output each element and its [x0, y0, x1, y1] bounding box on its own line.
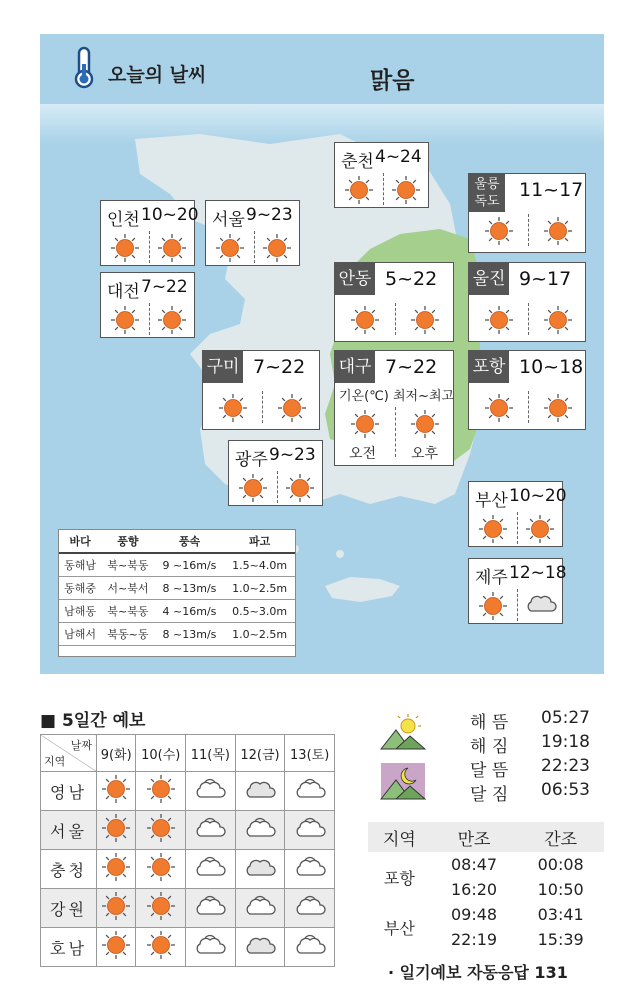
city-name: 광주 — [235, 450, 268, 470]
partly-cloudy-icon — [194, 933, 226, 957]
forecast-cell — [186, 928, 236, 967]
city-card-incheon — [100, 200, 199, 266]
pm-weather — [543, 393, 573, 423]
sun-icon — [146, 891, 176, 921]
pm-weather — [543, 216, 573, 246]
five-day-forecast-table — [40, 734, 335, 967]
am-weather — [218, 393, 248, 423]
forecast-row — [41, 772, 335, 811]
forecast-cell — [235, 772, 285, 811]
tide-row — [368, 852, 604, 877]
city-name: 울진 — [469, 263, 509, 295]
sun-icon — [391, 175, 421, 205]
am-weather — [110, 233, 140, 263]
pm-weather — [262, 233, 292, 263]
sun-icon — [101, 891, 131, 921]
forecast-cell — [285, 850, 335, 889]
sea-row — [59, 600, 295, 623]
city-temp-range: 12~18 — [509, 563, 567, 583]
sun-moon-label: 달 뜸 — [470, 761, 509, 781]
city-card-chuncheon — [334, 142, 429, 208]
city-name: 춘천 — [341, 152, 374, 172]
forecast-cell — [97, 772, 136, 811]
am-weather — [110, 305, 140, 335]
city-temp-range: 9~23 — [246, 205, 293, 225]
pm-weather — [525, 591, 555, 621]
sea-cell: 1.5~4.0m — [224, 553, 295, 577]
city-name: 포항 — [469, 351, 509, 383]
forecast-day-header: 9(화) — [97, 735, 136, 772]
pm-weather — [543, 305, 573, 335]
am-weather — [238, 473, 268, 503]
today-condition: 맑음 — [370, 68, 415, 94]
tide-region: 포항 — [383, 868, 415, 888]
city-temp-range: 4~24 — [375, 147, 422, 167]
forecast-cell — [97, 850, 136, 889]
sea-cell: 동해중 — [59, 577, 101, 600]
tide-low: 15:39 — [537, 930, 584, 949]
sea-header: 풍속 — [155, 530, 224, 553]
pm-weather — [277, 393, 307, 423]
am-weather — [350, 409, 380, 439]
forecast-cell — [186, 811, 236, 850]
city-card-pohang — [468, 350, 586, 430]
phone-service-note: · 일기예보 자동응답 131 — [388, 963, 568, 982]
forecast-day-header: 12(금) — [235, 735, 285, 772]
sun-moon-time: 19:18 — [541, 732, 590, 752]
forecast-region: 호남 — [41, 928, 97, 967]
cloud-icon — [244, 855, 276, 879]
sea-row — [59, 623, 295, 646]
sea-cell: 동해남 — [59, 553, 101, 577]
forecast-cell — [285, 928, 335, 967]
sun-icon — [525, 514, 555, 544]
card-divider — [149, 231, 150, 263]
city-card-busan — [468, 481, 567, 547]
sun-moon-time: 06:53 — [541, 780, 590, 800]
forecast-cell — [285, 889, 335, 928]
tide-header: 지역 — [368, 822, 431, 852]
card-divider — [395, 303, 396, 335]
cloud-icon — [525, 591, 557, 615]
card-divider — [277, 471, 278, 503]
city-temp-range: 10~20 — [141, 205, 199, 225]
sea-row — [59, 577, 295, 600]
cloud-icon — [244, 777, 276, 801]
sea-cell: 북~북동 — [101, 600, 155, 623]
sea-cell: 남해동 — [59, 600, 101, 623]
sea-cell: 1.0~2.5m — [224, 577, 295, 600]
partly-cloudy-icon — [294, 777, 326, 801]
sun-icon — [410, 305, 440, 335]
forecast-region: 영남 — [41, 772, 97, 811]
sun-icon — [350, 305, 380, 335]
forecast-row — [41, 850, 335, 889]
pm-weather — [391, 175, 421, 205]
partly-cloudy-icon — [294, 894, 326, 918]
am-weather — [344, 175, 374, 205]
sea-cell: 8 ~13m/s — [155, 577, 224, 600]
forecast-cell — [285, 811, 335, 850]
partly-cloudy-icon — [294, 855, 326, 879]
card-divider — [254, 231, 255, 263]
partly-cloudy-icon — [194, 855, 226, 879]
forecast-cell — [186, 772, 236, 811]
pm-weather — [157, 233, 187, 263]
sun-icon — [101, 813, 131, 843]
moonrise-icon — [380, 762, 426, 800]
sun-icon — [157, 305, 187, 335]
city-card-ulleung — [468, 173, 586, 253]
am-weather — [484, 305, 514, 335]
legend-am: 오전 — [349, 446, 377, 462]
city-card-jeju — [468, 558, 567, 624]
tide-header: 만조 — [431, 822, 518, 852]
card-divider — [262, 391, 263, 423]
sea-conditions-table — [58, 529, 296, 657]
city-card-uljin — [468, 262, 586, 342]
city-temp-range: 10~18 — [519, 356, 584, 378]
am-weather — [484, 216, 514, 246]
city-name: 울릉 독도 — [469, 174, 505, 212]
sea-cell: 9 ~16m/s — [155, 553, 224, 577]
sun-icon — [484, 305, 514, 335]
city-temp-range: 7~22 — [253, 356, 306, 378]
sun-icon — [262, 233, 292, 263]
tide-table — [368, 822, 604, 952]
sun-icon — [484, 216, 514, 246]
sun-icon — [344, 175, 374, 205]
am-weather — [478, 591, 508, 621]
thermometer-icon — [70, 46, 98, 90]
forecast-corner — [41, 735, 97, 772]
sea-cell: 0.5~3.0m — [224, 600, 295, 623]
sun-icon — [146, 813, 176, 843]
city-card-daegu — [334, 350, 454, 466]
card-divider — [517, 589, 518, 621]
city-name: 대구 — [335, 351, 375, 383]
forecast-day-header: 13(토) — [285, 735, 335, 772]
cloud-icon — [244, 933, 276, 957]
sun-moon-time: 05:27 — [541, 708, 590, 728]
sun-icon — [484, 393, 514, 423]
sun-moon-label: 달 짐 — [470, 785, 509, 805]
city-temp-range: 10~20 — [509, 486, 567, 506]
forecast-cell — [285, 772, 335, 811]
forecast-row — [41, 811, 335, 850]
partly-cloudy-icon — [194, 777, 226, 801]
sun-icon — [543, 216, 573, 246]
forecast-cell — [97, 928, 136, 967]
sun-icon — [101, 852, 131, 882]
jeju-island — [325, 577, 400, 602]
map-title: 오늘의 날씨 — [108, 64, 207, 86]
pm-weather — [285, 473, 315, 503]
sea-cell: 1.0~2.5m — [224, 623, 295, 646]
sea-cell: 8 ~13m/s — [155, 623, 224, 646]
sun-icon — [146, 774, 176, 804]
tide-high: 08:47 — [451, 855, 498, 874]
tide-low: 10:50 — [537, 880, 584, 899]
tide-high: 09:48 — [451, 905, 498, 924]
sun-icon — [110, 305, 140, 335]
sun-icon — [478, 514, 508, 544]
corner-region-label: 지역 — [44, 755, 66, 768]
sun-icon — [101, 930, 131, 960]
sun-moon-label: 해 뜸 — [470, 713, 509, 733]
pm-weather — [410, 305, 440, 335]
card-divider — [528, 303, 529, 335]
forecast-region: 서울 — [41, 811, 97, 850]
forecast-cell — [136, 772, 186, 811]
card-divider — [395, 407, 396, 457]
pm-weather — [410, 409, 440, 439]
tide-high: 16:20 — [451, 880, 498, 899]
forecast-day-header: 10(수) — [136, 735, 186, 772]
forecast-cell — [235, 811, 285, 850]
sun-icon — [277, 393, 307, 423]
city-temp-range: 9~17 — [519, 268, 572, 290]
forecast-cell — [235, 850, 285, 889]
city-name: 안동 — [335, 263, 375, 295]
forecast-cell — [235, 889, 285, 928]
tide-high: 22:19 — [451, 930, 498, 949]
sun-moon-label: 해 짐 — [470, 737, 509, 757]
sun-icon — [478, 591, 508, 621]
city-card-andong — [334, 262, 454, 342]
partly-cloudy-icon — [194, 816, 226, 840]
partly-cloudy-icon — [194, 894, 226, 918]
city-name: 대전 — [107, 282, 140, 302]
city-name: 구미 — [203, 351, 243, 383]
sea-row — [59, 553, 295, 577]
forecast-cell — [136, 811, 186, 850]
am-weather — [478, 514, 508, 544]
legend-temp-label: 기온(℃) 최저~최고 — [339, 389, 455, 404]
forecast-cell — [97, 889, 136, 928]
pm-weather — [525, 514, 555, 544]
am-weather — [215, 233, 245, 263]
sun-moon-time: 22:23 — [541, 756, 590, 776]
sun-icon — [157, 233, 187, 263]
tide-header: 간조 — [517, 822, 604, 852]
sun-icon — [238, 473, 268, 503]
partly-cloudy-icon — [244, 894, 276, 918]
sun-icon — [543, 393, 573, 423]
partly-cloudy-icon — [294, 816, 326, 840]
sun-icon — [146, 930, 176, 960]
sun-icon — [110, 233, 140, 263]
sun-icon — [101, 774, 131, 804]
corner-date-label: 날짜 — [70, 739, 92, 752]
sea-cell: 서~북서 — [101, 577, 155, 600]
card-divider — [528, 391, 529, 423]
sun-icon — [218, 393, 248, 423]
sun-icon — [215, 233, 245, 263]
sea-header: 풍향 — [101, 530, 155, 553]
sun-icon — [146, 852, 176, 882]
card-divider — [528, 214, 529, 246]
sea-cell: 4 ~16m/s — [155, 600, 224, 623]
sun-icon — [410, 409, 440, 439]
card-divider — [517, 512, 518, 544]
city-name: 서울 — [212, 210, 245, 230]
city-card-gumi — [202, 350, 320, 430]
forecast-day-header: 11(목) — [186, 735, 236, 772]
city-name: 제주 — [475, 568, 508, 588]
sea-cell: 북동~동 — [101, 623, 155, 646]
sunrise-icon — [380, 712, 426, 750]
city-temp-range: 9~23 — [269, 445, 316, 465]
sun-icon — [350, 409, 380, 439]
partly-cloudy-icon — [294, 933, 326, 957]
card-divider — [383, 173, 384, 205]
forecast-cell — [136, 889, 186, 928]
tide-row — [368, 902, 604, 927]
forecast-region: 강원 — [41, 889, 97, 928]
city-temp-range: 7~22 — [385, 356, 438, 378]
forecast-cell — [136, 850, 186, 889]
tide-low: 03:41 — [537, 905, 584, 924]
tide-low: 00:08 — [537, 855, 584, 874]
forecast-region: 충청 — [41, 850, 97, 889]
legend-pm: 오후 — [411, 446, 439, 462]
forecast-cell — [97, 811, 136, 850]
am-weather — [350, 305, 380, 335]
forecast-row — [41, 928, 335, 967]
sea-header: 파고 — [224, 530, 295, 553]
pm-weather — [157, 305, 187, 335]
sun-icon — [543, 305, 573, 335]
card-divider — [149, 303, 150, 335]
forecast-cell — [186, 889, 236, 928]
sea-cell: 북~북동 — [101, 553, 155, 577]
sea-cell: 남해서 — [59, 623, 101, 646]
sun-icon — [285, 473, 315, 503]
city-temp-range: 5~22 — [385, 268, 438, 290]
city-name: 부산 — [475, 491, 508, 511]
forecast-cell — [235, 928, 285, 967]
tide-region: 부산 — [383, 918, 415, 938]
partly-cloudy-icon — [244, 816, 276, 840]
city-card-gwangju — [228, 440, 323, 506]
am-weather — [484, 393, 514, 423]
forecast-row — [41, 889, 335, 928]
city-card-seoul — [205, 200, 300, 266]
forecast-title: ■ 5일간 예보 — [40, 711, 146, 731]
city-card-daejeon — [100, 272, 195, 338]
city-name: 인천 — [107, 210, 140, 230]
forecast-cell — [186, 850, 236, 889]
city-temp-range: 11~17 — [519, 179, 584, 201]
forecast-cell — [136, 928, 186, 967]
city-temp-range: 7~22 — [141, 277, 188, 297]
sea-header: 바다 — [59, 530, 101, 553]
